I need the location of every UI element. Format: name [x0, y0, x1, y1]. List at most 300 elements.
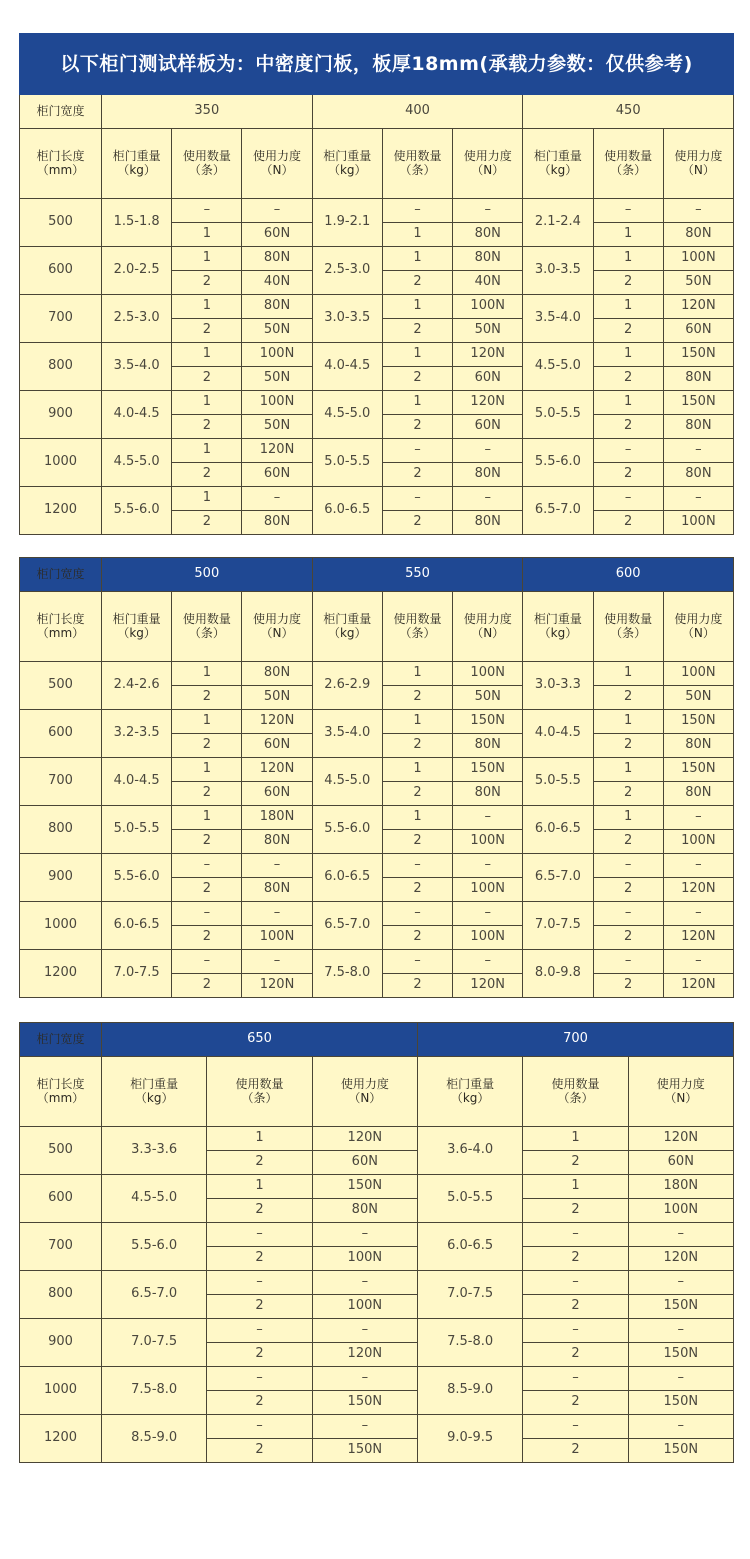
quantity-cell: 2 — [172, 367, 242, 391]
force-cell: 120N — [242, 974, 312, 998]
column-header-row — [20, 129, 734, 199]
force-cell: 150N — [453, 710, 523, 734]
width-value: 650 — [102, 1023, 418, 1057]
quantity-cell: 2 — [523, 1295, 628, 1319]
force-header-label: 使用力度 — [674, 612, 723, 627]
force-cell: 80N — [453, 463, 523, 487]
force-cell: 150N — [628, 1343, 733, 1367]
quantity-header-unit: （条） — [557, 1090, 594, 1105]
quantity-cell: 2 — [593, 511, 663, 535]
force-header-label: 使用力度 — [463, 149, 512, 164]
weight-header-unit: （kg） — [450, 1090, 490, 1105]
weight-cell: 7.0-7.5 — [417, 1271, 522, 1319]
force-header-unit: （N） — [681, 625, 715, 640]
quantity-cell: 1 — [382, 662, 452, 686]
force-cell: – — [453, 950, 523, 974]
width-value: 500 — [102, 558, 313, 592]
weight-cell: 7.5-8.0 — [102, 1367, 207, 1415]
force-cell: 180N — [628, 1175, 733, 1199]
force-cell: 80N — [242, 662, 312, 686]
table-row — [20, 343, 734, 367]
force-cell: 100N — [312, 1295, 417, 1319]
width-value: 550 — [312, 558, 523, 592]
length-cell: 1000 — [20, 902, 102, 950]
weight-cell: 4.0-4.5 — [523, 710, 593, 758]
quantity-header — [382, 129, 452, 199]
length-header-label: 柜门长度 — [36, 612, 85, 627]
quantity-cell: 2 — [172, 686, 242, 710]
weight-header-label: 柜门重量 — [112, 149, 161, 164]
force-cell: 80N — [453, 511, 523, 535]
weight-cell: 6.0-6.5 — [312, 487, 382, 535]
quantity-header-unit: （条） — [188, 625, 225, 640]
table-row — [20, 758, 734, 782]
length-cell: 1200 — [20, 950, 102, 998]
quantity-cell: 2 — [593, 367, 663, 391]
load-table-2 — [19, 557, 734, 998]
weight-cell: 5.0-5.5 — [417, 1175, 522, 1223]
quantity-cell: – — [382, 950, 452, 974]
quantity-cell: 2 — [523, 1199, 628, 1223]
table-row — [20, 806, 734, 830]
force-cell: 100N — [242, 926, 312, 950]
quantity-cell: 2 — [523, 1343, 628, 1367]
force-cell: 100N — [312, 1247, 417, 1271]
weight-cell: 4.0-4.5 — [102, 391, 172, 439]
force-header — [453, 129, 523, 199]
weight-cell: 9.0-9.5 — [417, 1415, 522, 1463]
quantity-cell: 2 — [382, 319, 452, 343]
weight-cell: 7.0-7.5 — [523, 902, 593, 950]
force-cell: – — [453, 487, 523, 511]
force-cell: 120N — [628, 1127, 733, 1151]
weight-cell: 7.5-8.0 — [417, 1319, 522, 1367]
force-header — [663, 129, 733, 199]
force-cell: 120N — [628, 1247, 733, 1271]
force-cell: – — [628, 1319, 733, 1343]
table-row — [20, 1367, 734, 1391]
weight-cell: 4.5-5.0 — [523, 343, 593, 391]
force-cell: – — [453, 199, 523, 223]
quantity-header — [207, 1057, 312, 1127]
table-row — [20, 1127, 734, 1151]
force-header — [628, 1057, 733, 1127]
weight-header-unit: （kg） — [327, 162, 367, 177]
weight-header — [523, 129, 593, 199]
quantity-header-unit: （条） — [610, 162, 647, 177]
quantity-cell: 1 — [172, 662, 242, 686]
quantity-cell: 2 — [593, 271, 663, 295]
length-cell: 1200 — [20, 1415, 102, 1463]
length-cell: 700 — [20, 1223, 102, 1271]
weight-cell: 3.0-3.5 — [523, 247, 593, 295]
width-row — [20, 558, 734, 592]
table-row — [20, 247, 734, 271]
weight-header-unit: （kg） — [538, 625, 578, 640]
length-cell: 1000 — [20, 439, 102, 487]
quantity-cell: 2 — [523, 1247, 628, 1271]
quantity-cell: 1 — [382, 806, 452, 830]
weight-header-unit: （kg） — [117, 162, 156, 177]
quantity-cell: 2 — [207, 1391, 312, 1415]
quantity-cell: 2 — [382, 926, 452, 950]
table-row — [20, 1223, 734, 1247]
quantity-cell: – — [523, 1415, 628, 1439]
quantity-cell: – — [382, 902, 452, 926]
weight-header — [312, 592, 382, 662]
width-label: 柜门宽度 — [20, 1023, 102, 1057]
quantity-cell: 1 — [172, 758, 242, 782]
force-cell: 100N — [663, 511, 733, 535]
quantity-cell: – — [382, 487, 452, 511]
weight-cell: 5.5-6.0 — [312, 806, 382, 854]
force-cell: 150N — [663, 758, 733, 782]
quantity-cell: 1 — [593, 710, 663, 734]
quantity-header — [382, 592, 452, 662]
quantity-cell: 1 — [382, 391, 452, 415]
table-row — [20, 1319, 734, 1343]
weight-cell: 3.5-4.0 — [312, 710, 382, 758]
force-header-label: 使用力度 — [463, 612, 512, 627]
quantity-cell: 1 — [523, 1127, 628, 1151]
weight-header — [417, 1057, 522, 1127]
force-cell: – — [663, 439, 733, 463]
force-cell: 60N — [453, 415, 523, 439]
force-cell: – — [628, 1367, 733, 1391]
quantity-cell: 1 — [172, 806, 242, 830]
force-cell: 100N — [663, 830, 733, 854]
quantity-header-label: 使用数量 — [393, 612, 442, 627]
quantity-cell: 2 — [382, 367, 452, 391]
quantity-cell: 1 — [172, 391, 242, 415]
force-cell: 80N — [312, 1199, 417, 1223]
force-cell: – — [453, 902, 523, 926]
width-value: 350 — [102, 95, 313, 129]
quantity-cell: 1 — [382, 247, 452, 271]
force-cell: 100N — [453, 295, 523, 319]
table-row — [20, 854, 734, 878]
width-label: 柜门宽度 — [20, 95, 102, 129]
weight-header-label: 柜门重量 — [130, 1077, 179, 1092]
force-cell: 100N — [628, 1199, 733, 1223]
quantity-cell: 2 — [207, 1439, 312, 1463]
table-row — [20, 710, 734, 734]
weight-cell: 6.5-7.0 — [523, 487, 593, 535]
quantity-cell: 2 — [207, 1151, 312, 1175]
force-cell: – — [628, 1415, 733, 1439]
quantity-cell: – — [523, 1319, 628, 1343]
quantity-cell: 2 — [593, 926, 663, 950]
table-row — [20, 1415, 734, 1439]
weight-header-label: 柜门重量 — [446, 1077, 495, 1092]
force-cell: 40N — [453, 271, 523, 295]
weight-cell: 3.0-3.3 — [523, 662, 593, 710]
force-cell: 80N — [242, 295, 312, 319]
force-cell: 120N — [663, 878, 733, 902]
weight-cell: 4.0-4.5 — [102, 758, 172, 806]
quantity-cell: 1 — [382, 223, 452, 247]
title-row — [20, 34, 734, 95]
length-header-unit: （mm） — [36, 1090, 85, 1105]
force-cell: 50N — [242, 367, 312, 391]
quantity-cell: – — [523, 1271, 628, 1295]
quantity-cell: – — [593, 439, 663, 463]
weight-cell: 4.5-5.0 — [312, 758, 382, 806]
quantity-header-unit: （条） — [399, 162, 436, 177]
quantity-cell: – — [593, 950, 663, 974]
quantity-cell: 1 — [593, 343, 663, 367]
weight-cell: 5.5-6.0 — [102, 487, 172, 535]
force-cell: 60N — [663, 319, 733, 343]
quantity-cell: – — [382, 854, 452, 878]
weight-header-unit: （kg） — [538, 162, 578, 177]
force-cell: 100N — [663, 247, 733, 271]
weight-cell: 4.5-5.0 — [312, 391, 382, 439]
length-header — [20, 592, 102, 662]
weight-cell: 5.0-5.5 — [523, 391, 593, 439]
force-cell: 60N — [242, 734, 312, 758]
quantity-cell: 2 — [172, 511, 242, 535]
force-header — [242, 592, 312, 662]
quantity-cell: – — [207, 1367, 312, 1391]
force-cell: – — [628, 1271, 733, 1295]
force-header-unit: （N） — [260, 625, 294, 640]
force-cell: 80N — [663, 223, 733, 247]
weight-header-label: 柜门重量 — [533, 612, 582, 627]
weight-cell: 5.0-5.5 — [312, 439, 382, 487]
weight-cell: 6.5-7.0 — [523, 854, 593, 902]
column-header-row — [20, 1057, 734, 1127]
length-header-label: 柜门长度 — [36, 1077, 85, 1092]
quantity-cell: – — [593, 854, 663, 878]
weight-header-label: 柜门重量 — [323, 612, 372, 627]
quantity-cell: 1 — [172, 223, 242, 247]
quantity-cell: 1 — [382, 710, 452, 734]
weight-cell: 6.0-6.5 — [523, 806, 593, 854]
weight-header-label: 柜门重量 — [533, 149, 582, 164]
table-row — [20, 391, 734, 415]
force-cell: 80N — [663, 782, 733, 806]
weight-cell: 4.5-5.0 — [102, 439, 172, 487]
force-cell: 150N — [312, 1175, 417, 1199]
force-cell: 120N — [242, 439, 312, 463]
quantity-cell: 2 — [593, 974, 663, 998]
weight-header — [102, 129, 172, 199]
force-cell: 50N — [242, 686, 312, 710]
force-header-label: 使用力度 — [674, 149, 723, 164]
quantity-header-unit: （条） — [241, 1090, 278, 1105]
force-cell: 150N — [312, 1439, 417, 1463]
width-row — [20, 1023, 734, 1057]
quantity-cell: 2 — [382, 878, 452, 902]
weight-header-label: 柜门重量 — [112, 612, 161, 627]
table-row — [20, 1175, 734, 1199]
force-cell: 150N — [663, 343, 733, 367]
force-cell: – — [242, 902, 312, 926]
weight-cell: 2.5-3.0 — [312, 247, 382, 295]
length-header-label: 柜门长度 — [36, 149, 85, 164]
weight-header-unit: （kg） — [117, 625, 156, 640]
force-cell: 50N — [453, 319, 523, 343]
weight-cell: 8.0-9.8 — [523, 950, 593, 998]
quantity-header-label: 使用数量 — [604, 612, 653, 627]
force-cell: – — [663, 199, 733, 223]
quantity-cell: – — [207, 1223, 312, 1247]
length-header-unit: （mm） — [36, 625, 85, 640]
force-cell: 50N — [663, 686, 733, 710]
table-row — [20, 487, 734, 511]
force-header — [663, 592, 733, 662]
weight-cell: 6.5-7.0 — [312, 902, 382, 950]
force-cell: 50N — [663, 271, 733, 295]
quantity-header-label: 使用数量 — [182, 612, 231, 627]
force-cell: 80N — [453, 782, 523, 806]
width-value: 600 — [523, 558, 734, 592]
length-cell: 800 — [20, 1271, 102, 1319]
weight-cell: 8.5-9.0 — [417, 1367, 522, 1415]
quantity-cell: 1 — [172, 343, 242, 367]
weight-cell: 5.5-6.0 — [102, 854, 172, 902]
force-cell: 50N — [453, 686, 523, 710]
force-cell: 150N — [312, 1391, 417, 1415]
force-header-unit: （N） — [471, 625, 505, 640]
force-cell: – — [312, 1271, 417, 1295]
quantity-cell: 2 — [172, 830, 242, 854]
width-value: 450 — [523, 95, 734, 129]
force-cell: – — [663, 950, 733, 974]
quantity-cell: 2 — [207, 1343, 312, 1367]
force-cell: 120N — [663, 926, 733, 950]
weight-cell: 1.5-1.8 — [102, 199, 172, 247]
force-cell: – — [453, 854, 523, 878]
quantity-cell: – — [207, 1415, 312, 1439]
quantity-cell: 2 — [207, 1295, 312, 1319]
weight-cell: 5.5-6.0 — [102, 1223, 207, 1271]
force-cell: 100N — [453, 878, 523, 902]
weight-cell: 3.6-4.0 — [417, 1127, 522, 1175]
quantity-cell: 2 — [172, 878, 242, 902]
quantity-cell: – — [593, 902, 663, 926]
force-cell: 150N — [663, 710, 733, 734]
weight-cell: 2.5-3.0 — [102, 295, 172, 343]
quantity-cell: 1 — [172, 247, 242, 271]
weight-header — [102, 1057, 207, 1127]
force-header-label: 使用力度 — [340, 1077, 389, 1092]
quantity-cell: 2 — [382, 463, 452, 487]
length-header-unit: （mm） — [36, 162, 85, 177]
force-cell: 40N — [242, 271, 312, 295]
force-cell: 80N — [242, 878, 312, 902]
force-cell: 120N — [453, 391, 523, 415]
quantity-cell: 1 — [593, 806, 663, 830]
quantity-header — [523, 1057, 628, 1127]
force-cell: 150N — [663, 391, 733, 415]
quantity-header — [593, 592, 663, 662]
quantity-cell: – — [382, 439, 452, 463]
quantity-header — [593, 129, 663, 199]
weight-cell: 3.5-4.0 — [102, 343, 172, 391]
quantity-cell: 2 — [593, 415, 663, 439]
force-header-unit: （N） — [471, 162, 505, 177]
quantity-cell: – — [172, 854, 242, 878]
force-cell: 120N — [312, 1127, 417, 1151]
force-cell: 60N — [628, 1151, 733, 1175]
force-header-label: 使用力度 — [656, 1077, 705, 1092]
force-header-unit: （N） — [348, 1090, 382, 1105]
force-cell: 180N — [242, 806, 312, 830]
quantity-header-label: 使用数量 — [551, 1077, 600, 1092]
weight-header — [102, 592, 172, 662]
length-cell: 1000 — [20, 1367, 102, 1415]
quantity-cell: – — [207, 1319, 312, 1343]
quantity-cell: 2 — [172, 319, 242, 343]
force-cell: – — [242, 199, 312, 223]
quantity-cell: 2 — [382, 974, 452, 998]
force-header — [242, 129, 312, 199]
length-cell: 600 — [20, 1175, 102, 1223]
force-cell: – — [663, 902, 733, 926]
quantity-cell: – — [172, 199, 242, 223]
quantity-cell: 2 — [593, 463, 663, 487]
quantity-cell: 2 — [593, 734, 663, 758]
length-cell: 900 — [20, 391, 102, 439]
quantity-cell: – — [593, 199, 663, 223]
width-label: 柜门宽度 — [20, 558, 102, 592]
force-cell: 80N — [242, 247, 312, 271]
quantity-cell: 2 — [523, 1439, 628, 1463]
width-value: 400 — [312, 95, 523, 129]
length-cell: 500 — [20, 662, 102, 710]
quantity-cell: 2 — [172, 926, 242, 950]
quantity-header-label: 使用数量 — [182, 149, 231, 164]
force-header-label: 使用力度 — [253, 149, 302, 164]
force-cell: 80N — [242, 830, 312, 854]
quantity-cell: 2 — [382, 415, 452, 439]
table-row — [20, 439, 734, 463]
table-row — [20, 295, 734, 319]
weight-cell: 2.0-2.5 — [102, 247, 172, 295]
weight-cell: 2.1-2.4 — [523, 199, 593, 247]
weight-cell: 4.0-4.5 — [312, 343, 382, 391]
force-header-label: 使用力度 — [253, 612, 302, 627]
force-cell: – — [663, 487, 733, 511]
force-header — [312, 1057, 417, 1127]
quantity-cell: 1 — [172, 439, 242, 463]
length-cell: 1200 — [20, 487, 102, 535]
quantity-cell: 1 — [593, 662, 663, 686]
quantity-cell: 1 — [382, 295, 452, 319]
weight-cell: 7.0-7.5 — [102, 950, 172, 998]
force-cell: 100N — [453, 830, 523, 854]
weight-cell: 5.5-6.0 — [523, 439, 593, 487]
quantity-header-label: 使用数量 — [604, 149, 653, 164]
force-cell: – — [663, 806, 733, 830]
force-cell: 60N — [312, 1151, 417, 1175]
quantity-cell: 1 — [593, 758, 663, 782]
force-cell: – — [453, 806, 523, 830]
quantity-header-unit: （条） — [188, 162, 225, 177]
quantity-cell: – — [523, 1223, 628, 1247]
force-cell: 80N — [663, 367, 733, 391]
force-cell: 80N — [453, 734, 523, 758]
length-cell: 800 — [20, 343, 102, 391]
weight-header-unit: （kg） — [327, 625, 367, 640]
weight-cell: 8.5-9.0 — [102, 1415, 207, 1463]
weight-cell: 5.0-5.5 — [523, 758, 593, 806]
force-cell: 150N — [628, 1295, 733, 1319]
weight-cell: 7.0-7.5 — [102, 1319, 207, 1367]
weight-cell: 5.0-5.5 — [102, 806, 172, 854]
